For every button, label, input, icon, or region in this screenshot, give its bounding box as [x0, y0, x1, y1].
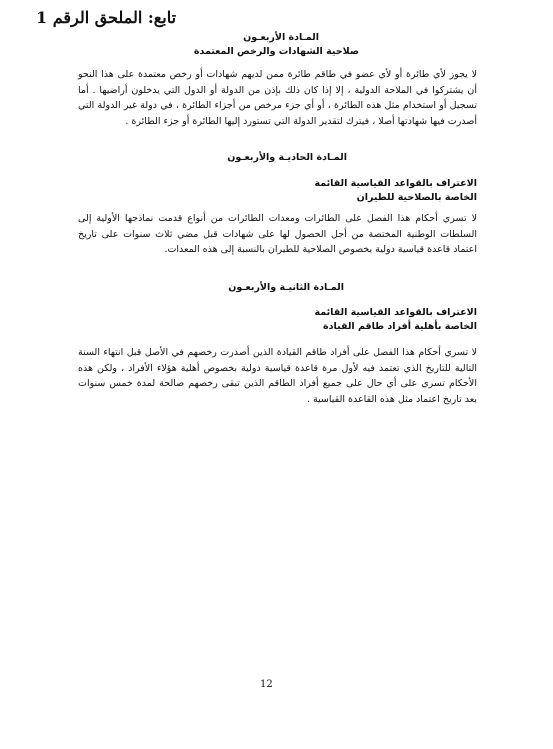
article-42-body: لا تسري أحكام هذا الفصل على أفراد طاقم القيادة الذين أصدرت رخصهم في الأصل قبل انتهاء السنة التالية للتاريخ الذي تعتمد فيه لأول مرة قاعدة قياسية دولية بخصوص أهلية هؤلاء الأفراد ، ولكن هذه الأحكام تسري على أي حال على جميع أفراد الطاقم الذين تبقى رخصهم صالحة لمدة خمس سنوات بعد تاريخ اعتماد مثل هذه القاعدة القياسية . — [78, 347, 477, 405]
article-42-subtitle-1: الاعتراف بالقواعد القياسية القائمة — [314, 307, 477, 318]
article-41-subtitle-2: الخاصة بالصلاحية للطيران — [356, 192, 477, 203]
article-40-body: لا يجوز لأي طائرة أو لأي عضو في طاقم طائرة ممن لديهم شهادات أو رخص معتمدة على هذا النحو أن يشتركوا في الملاحة الدولية ، إلا إذا كان ذلك بإذن من الدولة أو الدول التي يدخلون أراضيها . أما تسجيل أو استخدام مثل هذه الطائرة ، أو أي جزء مرخص من أجزاء الطائرة ، في دولة غير الدولة التي أصدرت فيها شهادتها أصلا ، فيترك لتقدير الدولة التي تستورد إليها الطائرة أو جزء الطائرة . — [78, 69, 477, 127]
article-41-subtitle-1: الاعتراف بالقواعد القياسية القائمة — [314, 178, 477, 189]
annex-header: تابع: الملحق الرقم 1 — [36, 8, 177, 27]
article-40-title: المـادة الأربعـون — [243, 32, 319, 43]
article-40-subtitle: صلاحية الشهادات والرخص المعتمدة — [193, 46, 359, 57]
article-41-title: المـادة الحاديـة والأربعـون — [227, 152, 347, 163]
page-number: 12 — [260, 679, 273, 690]
article-42-title: المـادة الثانيـة والأربعـون — [228, 282, 344, 293]
article-42-subtitle-2: الخاصة بأهلية أفراد طاقم القيادة — [323, 321, 477, 332]
article-41-body: لا تسري أحكام هذا الفصل على الطائرات ومعدات الطائرات من أنواع قدمت نماذجها الأولية إلى السلطات الوطنية المختصة من أجل الحصول لها على شهادات قبل مضي ثلاث سنوات على تاريخ اعتماد قاعدة قياسية دولية بخصوص الصلاحية للطيران بالنسبة إلى هذه المعدات. — [78, 213, 477, 255]
